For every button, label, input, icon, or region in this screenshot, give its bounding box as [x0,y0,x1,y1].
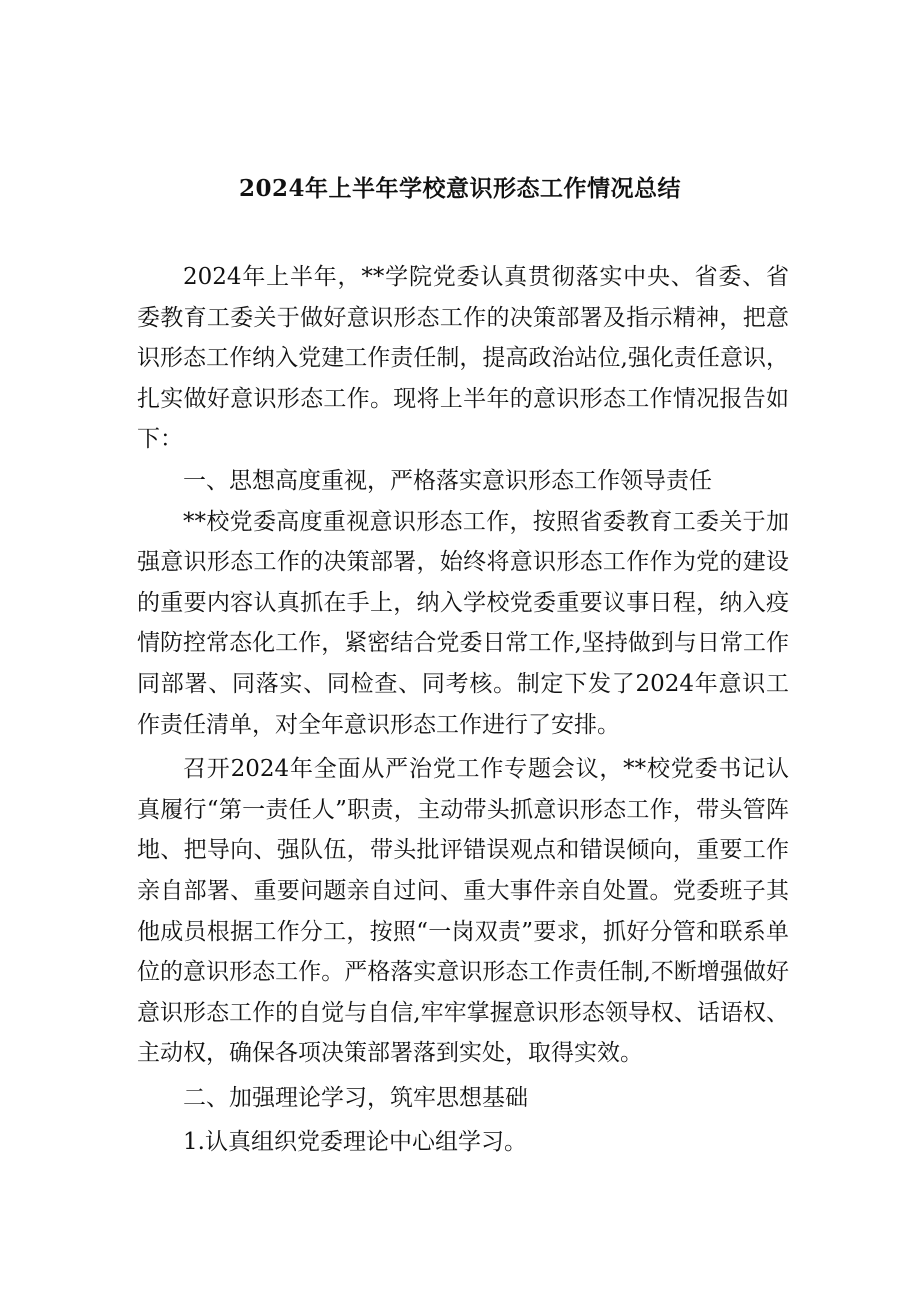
subsection-heading-2-1: 1.认真组织党委理论中心组学习。 [183,1129,527,1156]
section-heading-2: 二、加强理论学习，筑牢思想基础 [183,1084,528,1111]
paragraph-section-1-a: **校党委高度重视意识形态工作，按照省委教育工委关于加强意识形态工作的决策部署，始终将意识形态工作作为党的建设的重要内容认真抓在手上，纳入学校党委重要议事日程，纳入疫情防控常态化工作，紧密结合党委日常工作,坚持做到与日常工作同部署、同落实、同检查、同考核。制定下发了2024年意识工作责任清单，对全年意识形态工作进行了安排。 [137,508,789,738]
document-body [137,257,789,1163]
paragraph-intro: 2024年上半年，**学院党委认真贯彻落实中央、省委、省委教育工委关于做好意识形态工作的决策部署及指示精神，把意识形态工作纳入党建工作责任制，提高政治站位,强化责任意识，扎实做好意识形态工作。现将上半年的意识形态工作情况报告如下： [137,264,789,453]
paragraph-section-1-b: 召开2024年全面从严治党工作专题会议，**校党委书记认真履行“第一责任人”职责，主动带头抓意识形态工作，带头管阵地、把导向、强队伍，带头批评错误观点和错误倾向，重要工作亲自部署、重要问题亲自过问、重大事件亲自处置。党委班子其他成员根据工作分工，按照“一岗双责”要求，抓好分管和联系单位的意识形态工作。严格落实意识形态工作责任制,不断增强做好意识形态工作的自觉与自信,牢牢掌握意识形态领导权、话语权、主动权，确保各项决策部署落到实处，取得实效。 [137,756,789,1067]
section-heading-1: 一、思想高度重视，严格落实意识形态工作领导责任 [183,467,712,494]
document-title: 2024年上半年学校意识形态工作情况总结 [238,175,681,202]
